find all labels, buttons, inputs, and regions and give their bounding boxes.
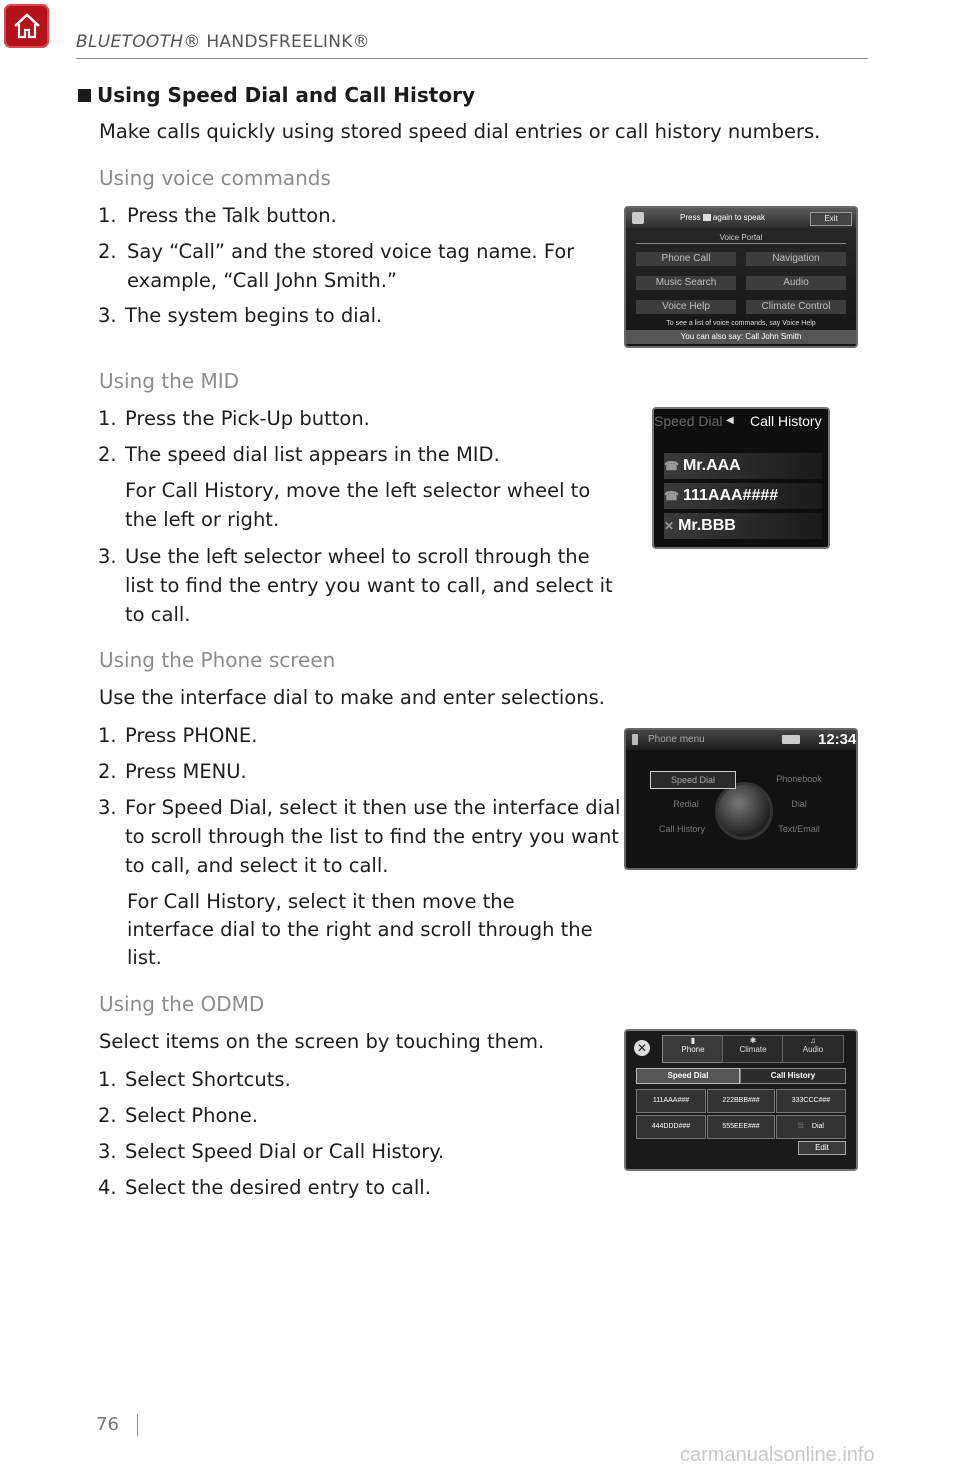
speed-dial-option[interactable]: Speed Dial bbox=[650, 771, 736, 789]
voice-step-3: The system begins to dial. bbox=[125, 304, 383, 327]
step-number: 1. bbox=[98, 204, 117, 227]
exit-button[interactable]: Exit bbox=[810, 212, 852, 226]
music-search-button[interactable]: Music Search bbox=[636, 276, 736, 290]
odmd-step-4: Select the desired entry to call. bbox=[125, 1176, 431, 1199]
step-number: 3. bbox=[98, 796, 117, 819]
text-email-option[interactable]: Text/Email bbox=[778, 824, 820, 834]
mid-step-2: The speed dial list appears in the MID. bbox=[125, 443, 500, 466]
page-divider bbox=[137, 1414, 138, 1436]
mid-step-3-cont2: to call. bbox=[125, 603, 191, 626]
phone-step-3: For Speed Dial, select it then use the interface dial bbox=[125, 796, 621, 819]
chevron-left-icon: ◀ bbox=[726, 415, 734, 426]
mid-note-2: the left or right. bbox=[125, 508, 280, 531]
voice-portal-screen bbox=[624, 206, 858, 348]
phone-note-3: list. bbox=[127, 946, 162, 969]
mid-note-1: For Call History, move the left selector wheel to bbox=[125, 479, 591, 502]
phone-note-1: For Call History, select it then move the bbox=[127, 890, 515, 913]
phone-icon bbox=[632, 734, 638, 745]
section-title: Using Speed Dial and Call History bbox=[78, 83, 475, 107]
speed-dial-entry[interactable]: 111AAA### bbox=[636, 1089, 706, 1113]
step-number: 2. bbox=[98, 760, 117, 783]
voice-footer: You can also say: Call John Smith bbox=[626, 330, 856, 344]
tab-call-history: Call History bbox=[750, 413, 822, 429]
edit-button[interactable]: Edit bbox=[798, 1141, 846, 1155]
audio-button[interactable]: Audio bbox=[746, 276, 846, 290]
tab-climate[interactable]: ✱ Climate bbox=[722, 1035, 784, 1063]
voice-step-2: Say “Call” and the stored voice tag name. For bbox=[127, 240, 575, 263]
voice-step-2-cont: example, “Call John Smith.” bbox=[127, 269, 398, 292]
tab-audio[interactable]: ♫ Audio bbox=[782, 1035, 844, 1063]
tab-speed-dial: Speed Dial bbox=[654, 413, 723, 429]
climate-control-button[interactable]: Climate Control bbox=[746, 300, 846, 314]
signal-icon bbox=[782, 735, 800, 744]
dial-option[interactable]: Dial bbox=[791, 799, 807, 809]
keypad-icon: ⁞⁞⁞ bbox=[798, 1123, 804, 1130]
odmd-heading: Using the ODMD bbox=[99, 992, 265, 1016]
step-number: 1. bbox=[98, 407, 117, 430]
step-number: 2. bbox=[98, 240, 117, 263]
redial-option[interactable]: Redial bbox=[673, 799, 699, 809]
odmd-step-1: Select Shortcuts. bbox=[125, 1068, 291, 1091]
list-item: ☎ 111AAA#### bbox=[664, 483, 822, 509]
section-intro: Make calls quickly using stored speed dial entries or call history numbers. bbox=[99, 120, 821, 143]
subtab-call-history[interactable]: Call History bbox=[740, 1068, 846, 1084]
step-number: 1. bbox=[98, 1068, 117, 1091]
running-header: BLUETOOTH® HANDSFREELINK® bbox=[76, 32, 370, 52]
list-item: ✕ Mr.BBB bbox=[664, 513, 822, 539]
watermark: carmanualsonline.info bbox=[680, 1444, 875, 1466]
phone-call-button[interactable]: Phone Call bbox=[636, 252, 736, 266]
phone-note-2: interface dial to the right and scroll through the bbox=[127, 918, 593, 941]
mid-step-1: Press the Pick-Up button. bbox=[125, 407, 370, 430]
voice-portal-title: Voice Portal bbox=[719, 233, 763, 242]
phone-menu-title: Phone menu bbox=[648, 734, 705, 745]
home-button[interactable] bbox=[4, 4, 49, 48]
phone-step-3-cont: to scroll through the list to find the entry you want bbox=[125, 825, 619, 848]
subtab-speed-dial[interactable]: Speed Dial bbox=[636, 1068, 740, 1084]
voice-help-button[interactable]: Voice Help bbox=[636, 300, 736, 314]
step-number: 2. bbox=[98, 1104, 117, 1127]
phone-step-2: Press MENU. bbox=[125, 760, 247, 783]
speed-dial-entry[interactable]: 444DDD### bbox=[636, 1115, 706, 1139]
mid-step-3-cont: list to find the entry you want to call, and select it bbox=[125, 574, 613, 597]
voice-step-1: Press the Talk button. bbox=[127, 204, 337, 227]
step-number: 3. bbox=[98, 1140, 117, 1163]
voice-prompt: Press again to speak bbox=[680, 213, 765, 222]
step-number: 1. bbox=[98, 724, 117, 747]
phonebook-option[interactable]: Phonebook bbox=[776, 774, 822, 784]
phone-menu-screen bbox=[624, 728, 858, 870]
header-divider bbox=[76, 58, 868, 59]
speed-dial-entry[interactable]: 555EEE### bbox=[707, 1115, 775, 1139]
speed-dial-entry[interactable]: 333CCC### bbox=[776, 1089, 846, 1113]
step-number: 2. bbox=[98, 443, 117, 466]
close-icon[interactable]: ✕ bbox=[634, 1040, 650, 1056]
speed-dial-entry[interactable]: 222BBB### bbox=[707, 1089, 775, 1113]
call-history-option[interactable]: Call History bbox=[658, 824, 705, 834]
phone-step-3-cont2: to call, and select it to call. bbox=[125, 854, 389, 877]
list-item: ☎ Mr.AAA bbox=[664, 453, 822, 479]
mid-screen bbox=[652, 407, 830, 549]
navigation-button[interactable]: Navigation bbox=[746, 252, 846, 266]
step-number: 3. bbox=[98, 304, 117, 327]
step-number: 4. bbox=[98, 1176, 117, 1199]
mid-heading: Using the MID bbox=[99, 369, 240, 393]
phone-step-1: Press PHONE. bbox=[125, 724, 258, 747]
phone-heading: Using the Phone screen bbox=[99, 648, 336, 672]
odmd-step-3: Select Speed Dial or Call History. bbox=[125, 1140, 445, 1163]
odmd-intro: Select items on the screen by touching them. bbox=[99, 1030, 545, 1053]
tab-phone[interactable]: ▮ Phone bbox=[662, 1035, 724, 1063]
phone-intro: Use the interface dial to make and enter selections. bbox=[99, 686, 605, 709]
voice-heading: Using voice commands bbox=[99, 166, 331, 190]
page-number: 76 bbox=[96, 1414, 119, 1435]
dial-button[interactable]: ⁞⁞⁞ Dial bbox=[776, 1115, 846, 1139]
clock: 12:34 bbox=[818, 731, 857, 748]
voice-hint: To see a list of voice commands, say Voice Help bbox=[666, 320, 816, 327]
odmd-screen bbox=[624, 1029, 858, 1171]
talk-icon bbox=[632, 212, 644, 224]
odmd-step-2: Select Phone. bbox=[125, 1104, 258, 1127]
mid-step-3: Use the left selector wheel to scroll through the bbox=[125, 545, 590, 568]
step-number: 3. bbox=[98, 545, 117, 568]
home-icon bbox=[11, 10, 43, 42]
